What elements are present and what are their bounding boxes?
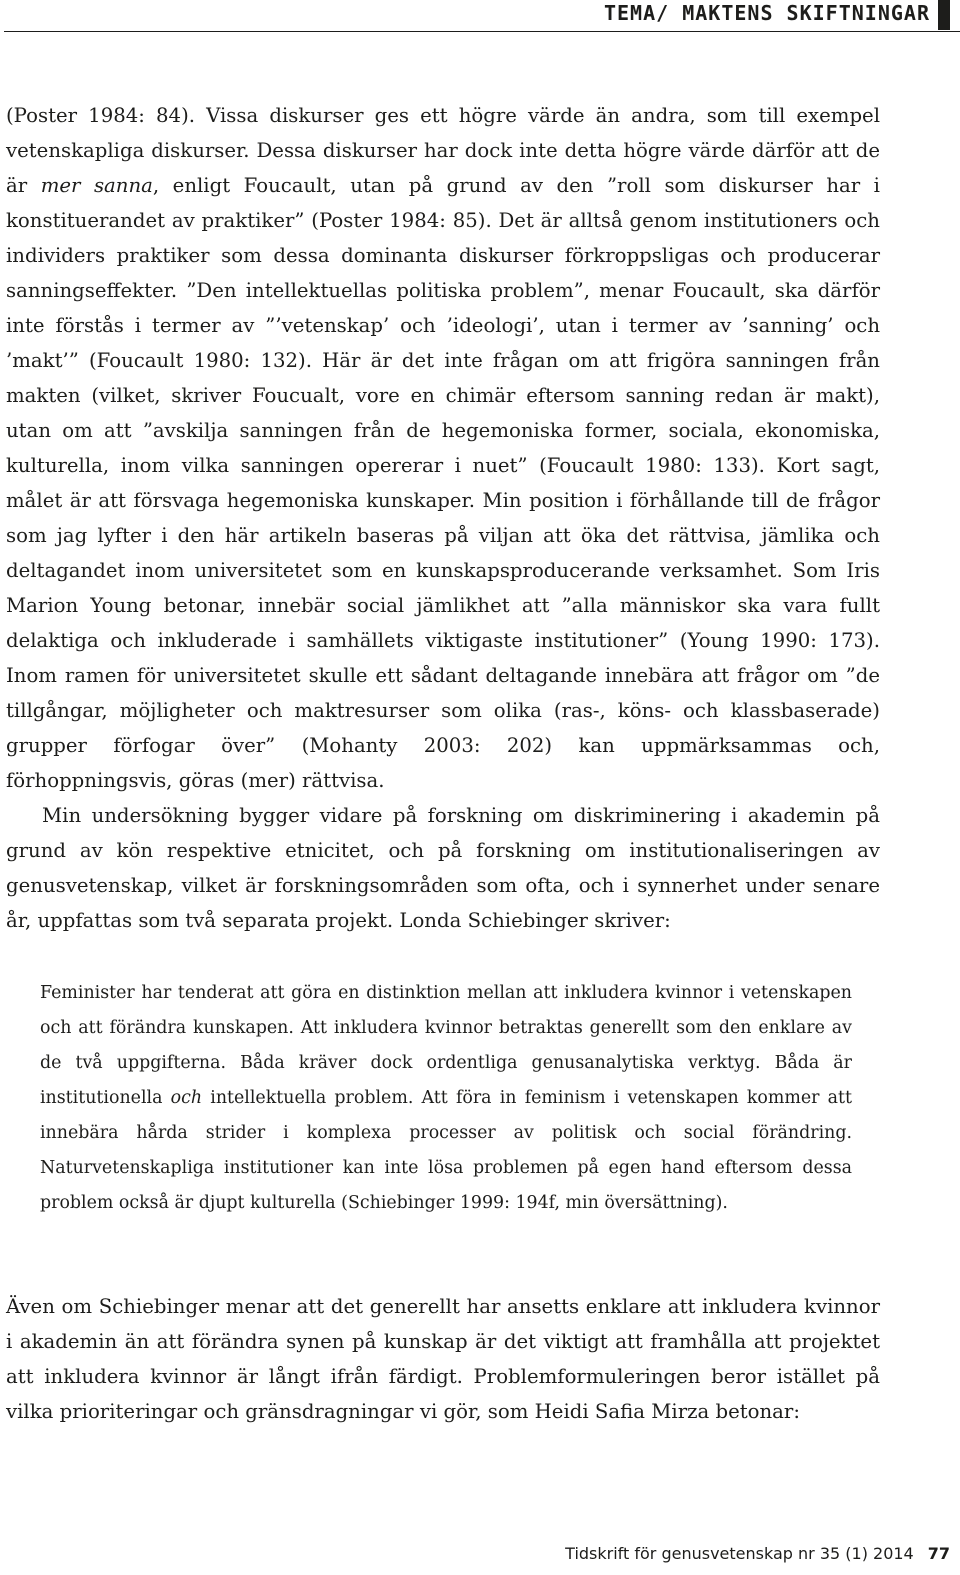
body-text: [6, 98, 880, 938]
section-title: TEMA/ MAKTENS SKIFTNINGAR: [603, 1, 930, 25]
journal-name: Tidskrift för genusvetenskap nr 35 (1) 2014: [565, 1544, 914, 1563]
header-bar-mark: [938, 0, 950, 30]
paragraph-1-text-b: , enligt Foucault, utan på grund av den ”roll som diskurser har i konstituerandet av praktiker” (Poster 1984: 85). Det är alltså genom institutioners och individers praktiker som dessa dominanta diskurser förkroppsligas och producerar sanningseffekter. ”Den intellektuellas politiska problem”, menar Foucault, ska därför inte förstås i termer av ”’vetenskap’ och ’ideologi’, utan i termer av ’sanning’ och ’makt’” (Foucault 1980: 132). Här är det inte frågan om att frigöra sanningen från makten (vilket, skriver Foucualt, vore en chimär eftersom sanning redan är makt), utan om att ”avskilja sanningen från de hegemoniska former, sociala, ekonomiska, kulturella, inom vilka sanningen opererar i nuet” (Foucault 1980: 133). Kort sagt, målet är att försvaga hegemoniska kunskaper. Min position i förhållande till de frågor som jag lyfter i den här artikeln baseras på viljan att öka det rättvisa, jämlika och deltagandet inom universitetet som en kunskapsproducerande verksamhet. Som Iris Marion Young betonar, innebär social jämlikhet att ”alla människor ska vara fullt delaktiga och inkluderade i samhällets viktigaste institutioner” (Young 1990: 173). Inom ramen för universitetet skulle ett sådant deltagande innebära att frågor om ”de tillgångar, möjligheter och maktresurser som olika (ras-, köns- och klassbaserade) grupper förfogar över” (Mohanty 2003: 202) kan uppmärksammas och, förhoppningsvis, göras (mer) rättvisa.: [6, 174, 880, 792]
block-quote: [40, 976, 852, 1221]
paragraph-3: Även om Schiebinger menar att det generellt har ansetts enklare att inkludera kvinnor i akademin än att förändra synen på kunskap är det viktigt att framhålla att projektet att inkludera kvinnor är långt ifrån färdigt. Problemformuleringen beror istället på vilka prioriteringar och gränsdragningar vi gör, som Heidi Safia Mirza betonar:: [6, 1295, 880, 1423]
paragraph-1: [6, 98, 880, 798]
paragraph-1-text-a: (Poster 1984: 84). Vissa diskurser ges ett högre värde än andra, som till exempel vetenskapliga diskurser. Dessa diskurser har dock inte detta högre värde därför att de är: [6, 104, 880, 197]
page-number: 77: [927, 1544, 950, 1563]
paragraph-2: Min undersökning bygger vidare på forskning om diskriminering i akademin på grund av kön respektive etnicitet, och på forskning om institutionaliseringen av genusvetenskap, vilket är forskningsområden som ofta, och i synnerhet under senare år, uppfattas som två separata projekt. Londa Schiebinger skriver:: [6, 804, 880, 932]
running-header: [0, 0, 960, 34]
block-quote-text-a: Feminister har tenderat att göra en distinktion mellan att inkludera kvinnor i vetenskapen och att förändra kunskapen. Att inkludera kvinnor betraktas generellt som den enklare av de två uppgifterna. Båda kräver dock ordentliga genusanalytiska verktyg. Båda är institutionella: [40, 983, 852, 1108]
block-quote-emphasis: och: [170, 1088, 203, 1108]
paragraph-1-emphasis: mer sanna: [40, 174, 153, 197]
running-footer: [565, 1544, 950, 1563]
block-quote-text-b: intellektuella problem. Att föra in feminism i vetenskapen kommer att innebära hårda strider i komplexa processer av politisk och social förändring. Naturvetenskapliga institutioner kan inte lösa problemen på egen hand eftersom dessa problem också är djupt kulturella (Schiebinger 1999: 194f, min översättning).: [40, 1088, 852, 1213]
header-rule: [4, 31, 960, 32]
